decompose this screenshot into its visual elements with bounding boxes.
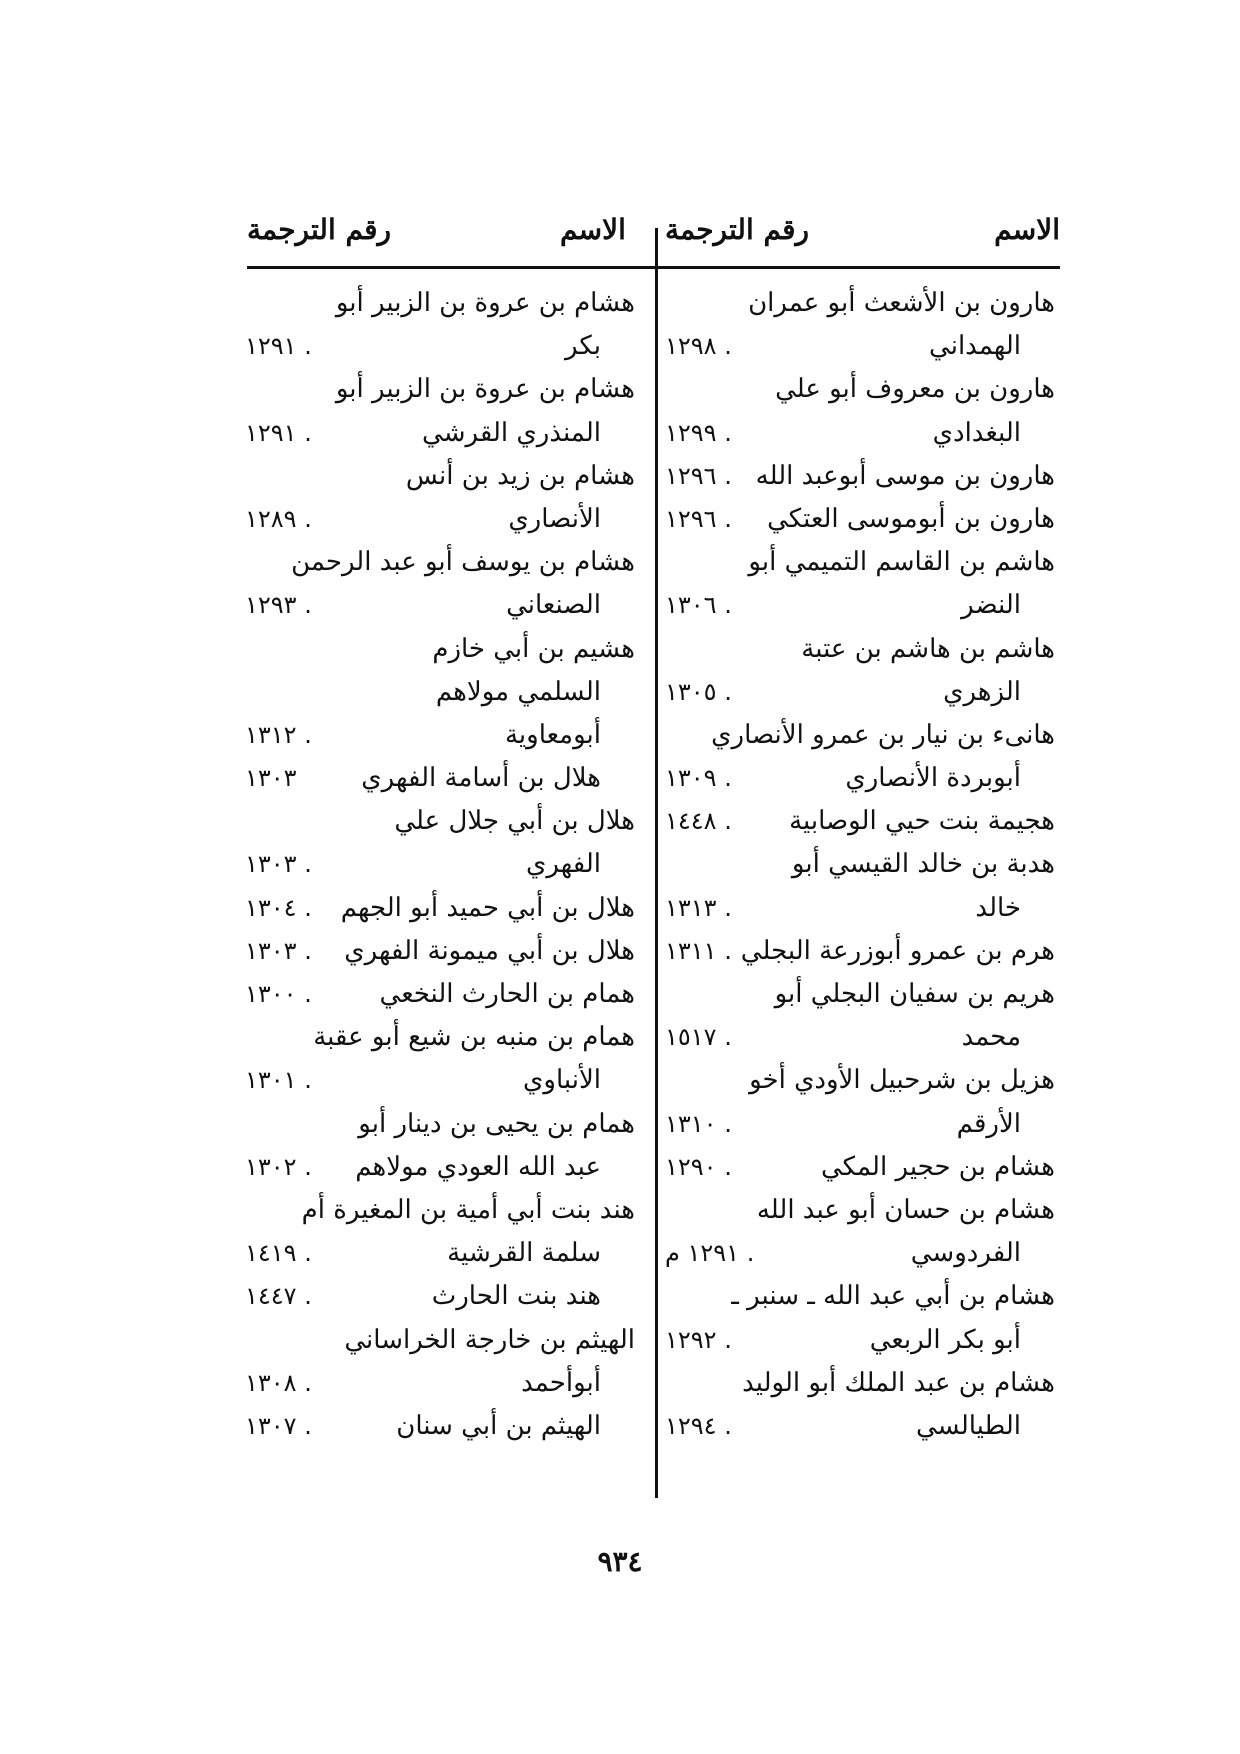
- entry-name: هشام بن عروة بن الزبير أبو: [335, 288, 635, 318]
- entry-name: هلال بن أبي حميد أبو الجهم: [340, 892, 635, 923]
- entry-name: هشام بن زيد بن أنس: [405, 460, 635, 491]
- entry-name: هشام بن يوسف أبو عبد الرحمن: [291, 547, 635, 578]
- index-entry-line: [245, 1016, 635, 1059]
- entry-name: الهيثم بن خارجة الخراساني: [344, 1324, 635, 1355]
- entry-name: هلال بن أبي جلال علي: [394, 806, 635, 837]
- index-entry-line: [245, 757, 635, 800]
- entry-name: همام بن يحيى بن دينار أبو: [358, 1108, 635, 1139]
- entry-number: ١٢٩٩ .: [665, 418, 732, 447]
- index-entry-line: [665, 1362, 1055, 1405]
- entry-name: الطيالسي: [915, 1410, 1021, 1441]
- index-entry-line: [245, 325, 635, 368]
- index-entry-line: [665, 1146, 1055, 1189]
- entry-number: ١٤١٩ .: [245, 1239, 312, 1268]
- entry-name: هانىء بن نيار بن عمرو الأنصاري: [711, 719, 1055, 750]
- index-entry-line: [245, 800, 635, 843]
- index-entry-line: [665, 1232, 1055, 1275]
- entry-name: هزيل بن شرحبيل الأودي أخو: [749, 1065, 1055, 1096]
- index-entry-line: [665, 1103, 1055, 1146]
- entry-name: الأنباوي: [523, 1065, 601, 1096]
- entry-number: ١٥١٧ .: [665, 1023, 732, 1052]
- header-rule: [247, 266, 1060, 269]
- entry-name: هشام بن حسان أبو عبد الله: [756, 1194, 1055, 1225]
- index-entry-line: [245, 1275, 635, 1318]
- entry-name: هاشم بن القاسم التميمي أبو: [748, 547, 1055, 578]
- entry-number: ١٢٩٠ .: [665, 1152, 732, 1181]
- index-entry-line: [665, 455, 1055, 498]
- index-entry-line: [245, 628, 635, 671]
- header-right-number: رقم الترجمة: [665, 213, 810, 246]
- index-entry-line: [245, 541, 635, 584]
- index-entry-line: [245, 584, 635, 627]
- index-entry-line: [665, 1405, 1055, 1448]
- entry-name: خالد: [975, 892, 1021, 923]
- entry-name: هند بنت الحارث: [431, 1281, 601, 1312]
- index-entry-line: [245, 843, 635, 886]
- entry-name: هشيم بن أبي خازم: [432, 633, 635, 664]
- index-entry-line: [665, 1059, 1055, 1102]
- entry-name: الهيثم بن أبي سنان: [396, 1410, 601, 1441]
- entry-name: هارون بن الأشعث أبو عمران: [748, 288, 1055, 318]
- index-entry-line: [245, 714, 635, 757]
- index-entry-line: [665, 628, 1055, 671]
- entry-number: ١٢٩٣ .: [245, 591, 312, 620]
- entry-number: ١٣١٣ .: [665, 893, 732, 922]
- entry-number: ١٣٠٤ .: [245, 893, 312, 922]
- column-divider: [655, 228, 658, 1498]
- entry-number: ١٣١٢ .: [245, 720, 312, 749]
- entry-name: السلمي مولاهم: [435, 676, 601, 707]
- header-right-name: الاسم: [994, 213, 1060, 246]
- entry-name: هدبة بن خالد القيسي أبو: [791, 849, 1055, 880]
- index-entry-line: [665, 930, 1055, 973]
- entry-name: النضر: [961, 590, 1021, 621]
- index-entry-line: [665, 282, 1055, 325]
- entry-name: محمد: [961, 1022, 1021, 1053]
- entry-number: ١٢٩١ م .: [665, 1239, 755, 1268]
- entry-number: ١٢٩٤ .: [665, 1411, 732, 1440]
- index-column-right: [665, 282, 1055, 1448]
- index-entry-line: [665, 887, 1055, 930]
- entry-name: الفردوسي: [910, 1238, 1021, 1269]
- index-entry-line: [665, 843, 1055, 886]
- index-entry-line: [665, 1319, 1055, 1362]
- index-entry-line: [245, 887, 635, 930]
- entry-name: هلال بن أبي ميمونة الفهري: [344, 935, 635, 966]
- entry-name: الزهري: [943, 676, 1021, 707]
- entry-number: ١٣٠٣: [245, 764, 297, 793]
- entry-name: هند بنت أبي أمية بن المغيرة أم: [301, 1194, 635, 1225]
- entry-number: ١٢٩١ .: [245, 332, 312, 361]
- entry-number: ١٣٠٦ .: [665, 591, 732, 620]
- entry-number: ١٣٠٣ .: [245, 936, 312, 965]
- index-entry-line: [245, 282, 635, 325]
- header-left-name: الاسم: [560, 213, 626, 246]
- entry-number: ١٢٩٢ .: [665, 1325, 732, 1354]
- index-entry-line: [665, 325, 1055, 368]
- index-entry-line: [245, 1059, 635, 1102]
- entry-number: ١٢٩٦ .: [665, 504, 732, 533]
- entry-number: ١٢٨٩ .: [245, 504, 312, 533]
- index-entry-line: [665, 671, 1055, 714]
- entry-name: هاشم بن هاشم بن عتبة: [801, 633, 1055, 664]
- index-entry-line: [245, 671, 635, 714]
- entry-name: الأنصاري: [508, 503, 601, 534]
- entry-number: ١٢٩٦ .: [665, 461, 732, 490]
- entry-number: ١٣٠٨ .: [245, 1368, 312, 1397]
- entry-name: المنذري القرشي: [422, 417, 601, 448]
- entry-name: هارون بن أبوموسى العتكي: [767, 503, 1055, 534]
- entry-number: ١٤٤٧ .: [245, 1282, 312, 1311]
- index-entry-line: [245, 1103, 635, 1146]
- header-left-number: رقم الترجمة: [247, 213, 392, 246]
- index-entry-line: [245, 368, 635, 411]
- index-entry-line: [665, 498, 1055, 541]
- entry-number: ١٤٤٨ .: [665, 807, 732, 836]
- index-entry-line: [665, 757, 1055, 800]
- entry-name: الفهري: [526, 849, 601, 880]
- entry-number: ١٣٠٧ .: [245, 1411, 312, 1440]
- index-entry-line: [665, 1016, 1055, 1059]
- entry-name: همام بن منبه بن شيع أبو عقبة: [313, 1022, 635, 1053]
- entry-name: أبوبردة الأنصاري: [845, 763, 1021, 794]
- index-entry-line: [245, 973, 635, 1016]
- entry-number: ١٣١٠ .: [665, 1109, 732, 1138]
- index-entry-line: [245, 1146, 635, 1189]
- index-entry-line: [245, 412, 635, 455]
- index-entry-line: [665, 584, 1055, 627]
- index-entry-line: [665, 541, 1055, 584]
- index-entry-line: [245, 1362, 635, 1405]
- entry-number: ١٣٠٣ .: [245, 850, 312, 879]
- entry-name: هشام بن عروة بن الزبير أبو: [335, 374, 635, 405]
- entry-name: هشام بن حجير المكي: [821, 1151, 1055, 1182]
- index-entry-line: [665, 973, 1055, 1016]
- entry-name: هارون بن معروف أبو علي: [775, 374, 1055, 405]
- entry-number: ١٣٠٢ .: [245, 1152, 312, 1181]
- entry-name: البغدادي: [932, 417, 1021, 448]
- entry-name: هارون بن موسى أبوعبد الله: [755, 460, 1055, 491]
- entry-name: عبد الله العودي مولاهم: [355, 1151, 601, 1182]
- entry-name: هرم بن عمرو أبوزرعة البجلي: [740, 935, 1055, 966]
- index-column-left: [245, 282, 635, 1448]
- entry-number: ١٣٠١ .: [245, 1066, 312, 1095]
- index-entry-line: [245, 1189, 635, 1232]
- entry-name: هشام بن عبد الملك أبو الوليد: [742, 1367, 1055, 1398]
- entry-number: ١٣٠٠ .: [245, 980, 312, 1008]
- entry-name: أبو بكر الربعي: [869, 1324, 1021, 1355]
- entry-number: ١٣٠٥ .: [665, 677, 732, 706]
- entry-name: بكر: [565, 331, 601, 362]
- index-entry-line: [665, 800, 1055, 843]
- entry-number: ١٣١١ .: [665, 936, 732, 965]
- entry-name: هلال بن أسامة الفهري: [361, 763, 601, 794]
- entry-name: الأرقم: [956, 1108, 1021, 1139]
- index-entry-line: [665, 1275, 1055, 1318]
- index-entry-line: [245, 498, 635, 541]
- index-entry-line: [245, 1405, 635, 1448]
- entry-number: ١٢٩١ .: [245, 418, 312, 447]
- index-entry-line: [665, 714, 1055, 757]
- index-entry-line: [245, 930, 635, 973]
- index-entry-line: [665, 412, 1055, 455]
- entry-name: هشام بن أبي عبد الله ـ سنبر ـ: [731, 1281, 1055, 1312]
- entry-name: سلمة القرشية: [447, 1238, 601, 1269]
- index-entry-line: [665, 1189, 1055, 1232]
- entry-name: أبوأحمد: [521, 1367, 601, 1398]
- index-entry-line: [665, 368, 1055, 411]
- index-entry-line: [245, 455, 635, 498]
- entry-name: الصنعاني: [506, 590, 601, 621]
- index-entry-line: [245, 1319, 635, 1362]
- entry-name: الهمداني: [929, 331, 1021, 362]
- entry-name: همام بن الحارث النخعي: [379, 979, 635, 1009]
- entry-number: ١٢٩٨ .: [665, 332, 732, 361]
- entry-name: هجيمة بنت حيي الوصابية: [789, 806, 1055, 837]
- index-entry-line: [245, 1232, 635, 1275]
- entry-number: ١٣٠٩ .: [665, 764, 732, 793]
- page-number: ٩٣٤: [597, 1545, 643, 1578]
- entry-name: أبومعاوية: [504, 719, 601, 750]
- entry-name: هريم بن سفيان البجلي أبو: [774, 979, 1055, 1009]
